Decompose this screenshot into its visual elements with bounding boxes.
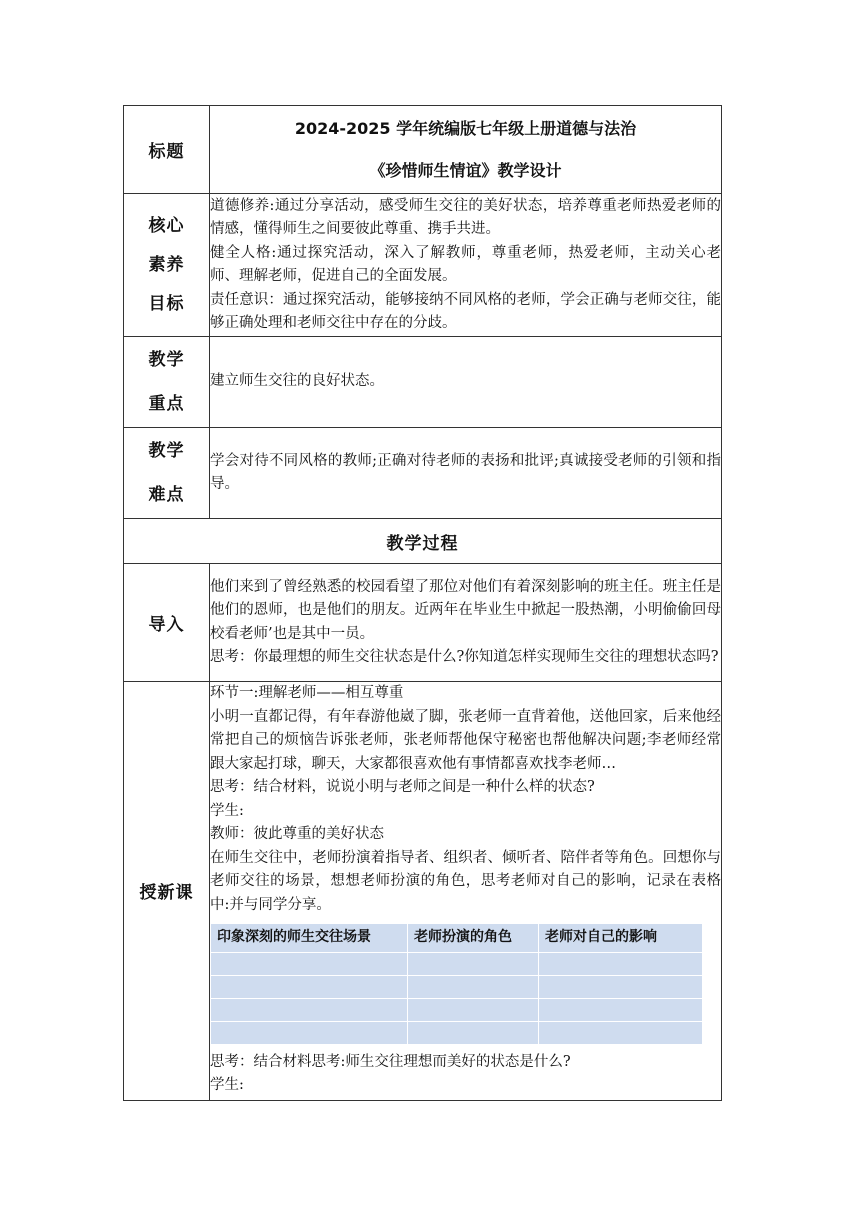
empty-cell[interactable] xyxy=(211,952,408,975)
intro-content xyxy=(210,564,722,682)
title-label: 标题 xyxy=(124,106,210,194)
empty-cell[interactable] xyxy=(539,1021,703,1044)
intro-paragraph: 思考：你最理想的师生交往状态是什么?你知道怎样实现师生交往的理想状态吗? xyxy=(210,649,719,665)
core-literacy-label xyxy=(124,194,210,337)
process-heading-row xyxy=(124,519,722,564)
core-label-line: 目标 xyxy=(148,293,185,314)
core-literacy-content xyxy=(210,194,722,337)
lesson-paragraph: 小明一直都记得，有年春游他崴了脚，张老师一直背着他，送他回家，后来他经常把自己的烦恼告诉张老师，张老师帮他保守秘密也帮他解决问题;李老师经常跟大家起打球，聊天，大家都很喜欢他有事情都喜欢找李老师… xyxy=(210,708,721,772)
process-heading: 教学过程 xyxy=(124,519,722,564)
key-label-line: 教学 xyxy=(148,350,185,370)
title-line-2: 《珍惜师生情谊》教学设计 xyxy=(369,160,562,180)
empty-cell[interactable] xyxy=(211,975,408,998)
core-label-line: 核心 xyxy=(148,215,185,236)
lesson-paragraph: 思考：结合材料，说说小明与老师之间是一种什么样的状态? xyxy=(210,779,595,795)
lesson-plan-table xyxy=(123,105,722,1101)
empty-cell[interactable] xyxy=(539,952,703,975)
empty-cell[interactable] xyxy=(408,952,539,975)
title-line-1: 2024-2025 学年统编版七年级上册道德与法治 xyxy=(294,118,637,138)
empty-cell[interactable] xyxy=(408,1021,539,1044)
empty-cell[interactable] xyxy=(211,1021,408,1044)
empty-cell[interactable] xyxy=(211,998,408,1021)
column-header-impact: 老师对自己的影响 xyxy=(539,924,703,953)
lesson-paragraph: 学生: xyxy=(210,1077,244,1093)
intro-label: 导入 xyxy=(124,564,210,682)
reflection-table-row xyxy=(211,1021,703,1044)
key-points-label xyxy=(124,337,210,428)
core-paragraph: 健全人格:通过探究活动，深入了解教师，尊重老师，热爱老师，主动关心老师、理解老师，促进自己的全面发展。 xyxy=(210,244,721,284)
difficulties-content: 学会对待不同风格的教师;正确对待老师的表扬和批评;真诚接受老师的引领和指导。 xyxy=(210,428,722,519)
reflection-table-row xyxy=(211,952,703,975)
lesson-paragraph: 教师：彼此尊重的美好状态 xyxy=(210,826,384,842)
core-paragraph: 道德修养:通过分享活动，感受师生交往的美好状态，培养尊重老师热爱老师的情感，懂得师生之间要彼此尊重、携手共进。 xyxy=(210,197,721,237)
lesson-paragraph: 环节一:理解老师——相互尊重 xyxy=(210,685,404,701)
intro-paragraph: 他们来到了曾经熟悉的校园看望了那位对他们有着深刻影响的班主任。班主任是他们的恩师，也是他们的朋友。近两年在毕业生中掀起一股热潮，小明偷偷回母校看老师’也是其中一员。 xyxy=(210,578,721,642)
new-lesson-row xyxy=(124,682,722,1101)
column-header-role: 老师扮演的角色 xyxy=(408,924,539,953)
key-points-row xyxy=(124,337,722,428)
empty-cell[interactable] xyxy=(539,975,703,998)
lesson-paragraph: 思考：结合材料思考:师生交往理想而美好的状态是什么? xyxy=(210,1053,571,1070)
column-header-scene: 印象深刻的师生交往场景 xyxy=(211,924,408,953)
reflection-table-row xyxy=(211,975,703,998)
reflection-table xyxy=(210,923,703,1045)
empty-cell[interactable] xyxy=(408,975,539,998)
document-title xyxy=(210,106,722,194)
new-lesson-label: 授新课 xyxy=(124,682,210,1101)
core-literacy-row xyxy=(124,194,722,337)
core-paragraph: 责任意识：通过探究活动，能够接纳不同风格的老师，学会正确与老师交往，能够正确处理和老师交往中存在的分歧。 xyxy=(210,291,721,331)
empty-cell[interactable] xyxy=(408,998,539,1021)
difficulties-label-line: 教学 xyxy=(148,441,185,461)
core-label-line: 素养 xyxy=(148,254,185,275)
difficulties-label-line: 难点 xyxy=(148,485,185,505)
key-points-content: 建立师生交往的良好状态。 xyxy=(210,337,722,428)
intro-row xyxy=(124,564,722,682)
difficulties-label xyxy=(124,428,210,519)
key-label-line: 重点 xyxy=(148,394,185,414)
reflection-table-row xyxy=(211,998,703,1021)
lesson-paragraph: 在师生交往中，老师扮演着指导者、组织者、倾听者、陪伴者等角色。回想你与老师交往的场景，想想老师扮演的角色，思考老师对自己的影响，记录在表格中:并与同学分享。 xyxy=(210,849,721,913)
difficulties-row xyxy=(124,428,722,519)
lesson-paragraph: 学生: xyxy=(210,802,244,819)
empty-cell[interactable] xyxy=(539,998,703,1021)
reflection-table-header xyxy=(211,924,703,953)
new-lesson-content xyxy=(210,682,722,1101)
title-row xyxy=(124,106,722,194)
